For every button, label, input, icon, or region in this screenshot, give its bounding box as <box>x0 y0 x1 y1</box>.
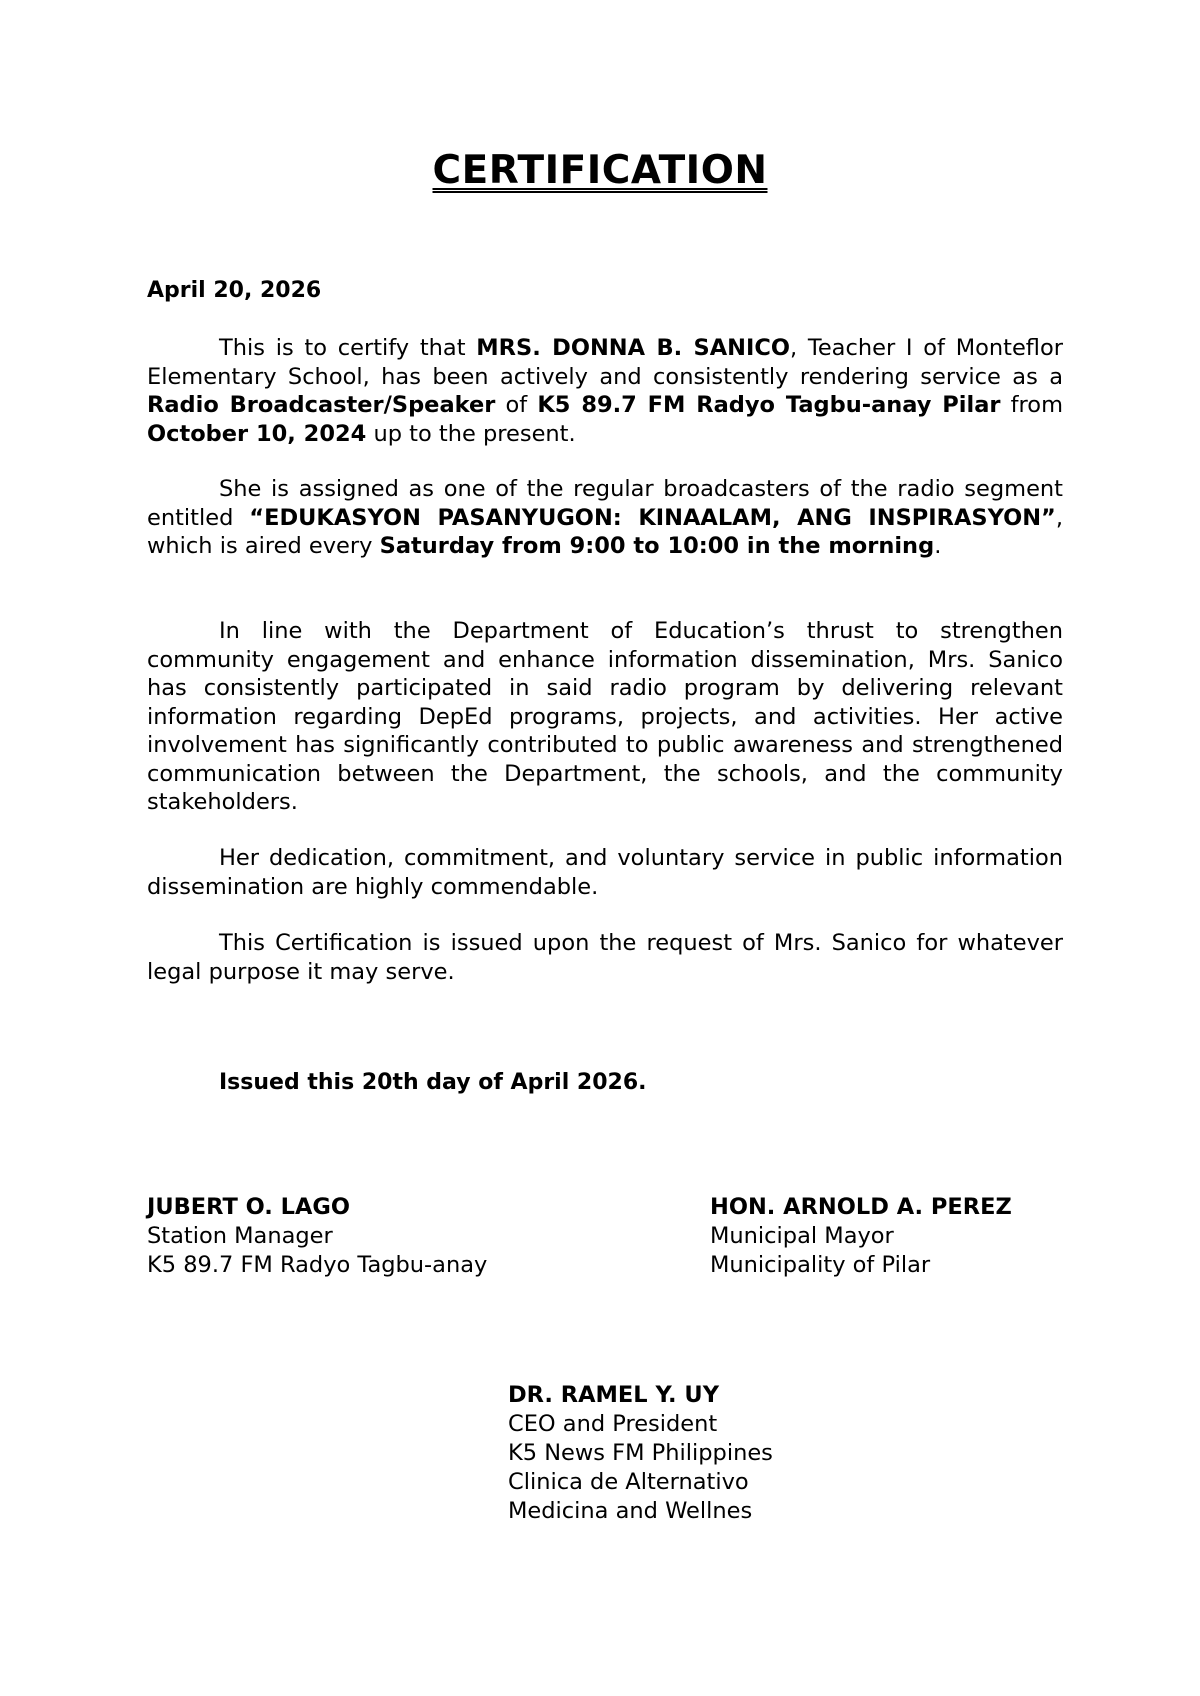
signatory-position: Station Manager <box>147 1223 333 1249</box>
issued-statement: Issued this 20th day of April 2026. <box>219 1070 647 1095</box>
signatory-ceo <box>508 1381 773 1526</box>
start-date: October 10, 2024 <box>147 420 367 447</box>
paragraph-2 <box>147 475 1063 561</box>
p1-text-3: of <box>495 392 538 418</box>
document-date: April 20, 2026 <box>147 278 322 303</box>
signatory-name: DR. RAMEL Y. UY <box>508 1382 719 1408</box>
p1-text-1: This is to certify that <box>219 335 477 361</box>
document-title: CERTIFICATION <box>432 148 768 193</box>
teacher-name: MRS. DONNA B. SANICO <box>476 335 791 361</box>
p2-text-3: . <box>934 533 942 559</box>
signatory-position: CEO and President <box>508 1411 718 1437</box>
p2-text-2: , which is aired every <box>147 504 1064 559</box>
paragraph-3 <box>147 617 1063 817</box>
paragraph-5 <box>147 929 1063 986</box>
p4-text: Her dedication, commitment, and voluntary service in public information dissemination are highly commendable. <box>147 845 1063 900</box>
signatory-organization-3: Medicina and Wellnes <box>508 1498 753 1524</box>
p2-text-1: She is assigned as one of the regular broadcasters of the radio segment entitled <box>147 476 1063 531</box>
air-schedule: Saturday from 9:00 to 10:00 in the morning <box>379 533 935 559</box>
signatory-position: Municipal Mayor <box>710 1223 894 1249</box>
paragraph-4 <box>147 844 1063 901</box>
segment-title: “EDUKASYON PASANYUGON: KINAALAM, ANG INSPIRASYON” <box>249 504 1056 531</box>
p3-text: In line with the Department of Education’s thrust to strengthen community engagement and enhance information dissemination, Mrs. Sanico has consistently participated in said radio program by delivering relevant information regarding DepEd programs, projects, and activities. Her active involvement has significantly contributed to public awareness and strengthened communication between the Department, the schools, and the community stakeholders. <box>147 618 1063 815</box>
signatory-name: HON. ARNOLD A. PEREZ <box>710 1194 1012 1220</box>
p1-text-4: from <box>1000 392 1063 418</box>
paragraph-1 <box>147 334 1063 448</box>
signatory-name: JUBERT O. LAGO <box>147 1194 351 1220</box>
role-title: Radio Broadcaster/Speaker <box>147 392 496 418</box>
signatory-mayor <box>710 1193 1012 1280</box>
p1-text-2: , Teacher I of Monteflor Elementary School, has been actively and consistently rendering service as a <box>147 335 1064 390</box>
station-name: K5 89.7 FM Radyo Tagbu-anay Pilar <box>537 392 1001 418</box>
signatory-organization-2: Clinica de Alternativo <box>508 1469 749 1495</box>
signatory-organization: K5 News FM Philippines <box>508 1440 773 1466</box>
signatory-station-manager <box>147 1193 487 1280</box>
p5-text: This Certification is issued upon the request of Mrs. Sanico for whatever legal purpose it may serve. <box>147 930 1063 985</box>
signatory-organization: K5 89.7 FM Radyo Tagbu-anay <box>147 1252 488 1278</box>
signatory-organization: Municipality of Pilar <box>710 1252 931 1278</box>
p1-text-5: up to the present. <box>366 420 576 447</box>
